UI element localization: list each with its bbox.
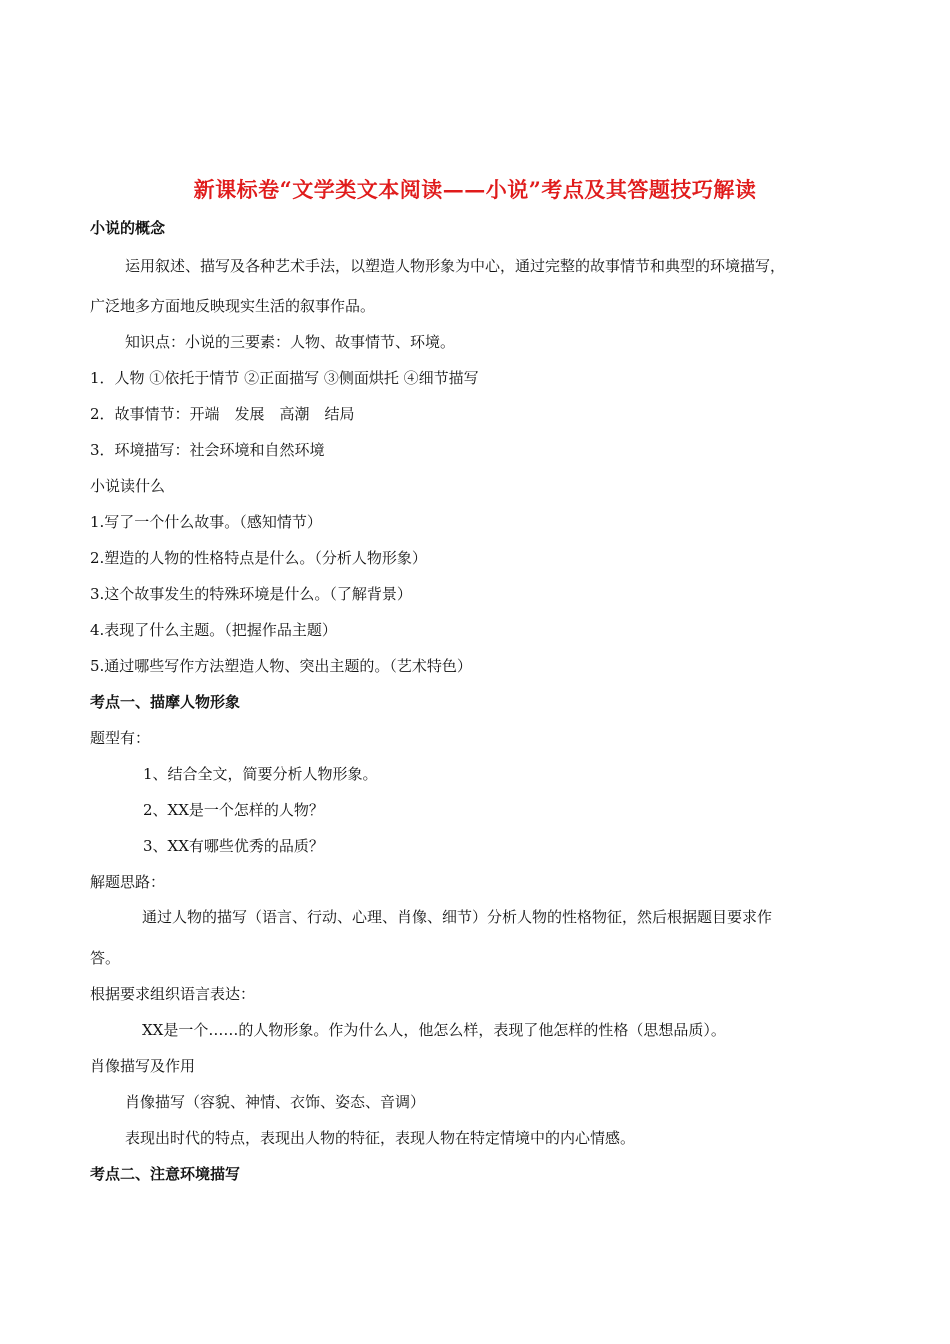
concept-paragraph-line: 广泛地多方面地反映现实生活的叙事作品。 <box>90 297 376 315</box>
read-item: 4.表现了什么主题。（把握作品主题） <box>90 621 337 639</box>
document-title: 新课标卷“文学类文本阅读——小说”考点及其答题技巧解读 <box>193 177 757 202</box>
element-item: 2．故事情节：开端 发展 高潮 结局 <box>90 405 355 423</box>
read-item: 1.写了一个什么故事。（感知情节） <box>90 513 322 531</box>
section-heading-point2: 考点二、注意环境描写 <box>90 1165 241 1183</box>
portrait-line: 表现出时代的特点，表现出人物的特征，表现人物在特定情境中的内心情感。 <box>125 1129 636 1147</box>
knowledge-point: 知识点：小说的三要素：人物、故事情节、环境。 <box>125 333 456 351</box>
portrait-line: 肖像描写（容貌、神情、衣饰、姿态、音调） <box>125 1093 426 1111</box>
approach-label: 解题思路： <box>90 873 166 891</box>
read-item: 5.通过哪些写作方法塑造人物、突出主题的。（艺术特色） <box>90 657 472 675</box>
question-type-item: 2、XX是一个怎样的人物？ <box>143 801 324 819</box>
portrait-heading: 肖像描写及作用 <box>90 1057 196 1075</box>
section-heading-concept: 小说的概念 <box>90 219 166 237</box>
expression-label: 根据要求组织语言表达： <box>90 985 256 1003</box>
element-item: 1．人物 ①依托于情节 ②正面描写 ③侧面烘托 ④细节描写 <box>90 369 479 387</box>
question-types-label: 题型有： <box>90 729 151 747</box>
expression-template: XX是一个……的人物形象。作为什么人，他怎么样，表现了他怎样的性格（思想品质）。 <box>142 1021 726 1039</box>
read-item: 2.塑造的人物的性格特点是什么。（分析人物形象） <box>90 549 427 567</box>
element-item: 3．环境描写：社会环境和自然环境 <box>90 441 325 459</box>
question-type-item: 1、结合全文，简要分析人物形象。 <box>143 765 378 783</box>
approach-paragraph-line: 通过人物的描写（语言、行动、心理、肖像、细节）分析人物的性格物征，然后根据题目要求作 <box>142 908 773 926</box>
read-item: 3.这个故事发生的特殊环境是什么。（了解背景） <box>90 585 412 603</box>
section-heading-point1: 考点一、描摩人物形象 <box>90 693 241 711</box>
concept-paragraph-line: 运用叙述、描写及各种艺术手法，以塑造人物形象为中心，通过完整的故事情节和典型的环境描写， <box>125 257 786 275</box>
question-type-item: 3、XX有哪些优秀的品质？ <box>143 837 324 855</box>
section-heading-read: 小说读什么 <box>90 477 166 495</box>
approach-paragraph-line: 答。 <box>90 949 121 967</box>
